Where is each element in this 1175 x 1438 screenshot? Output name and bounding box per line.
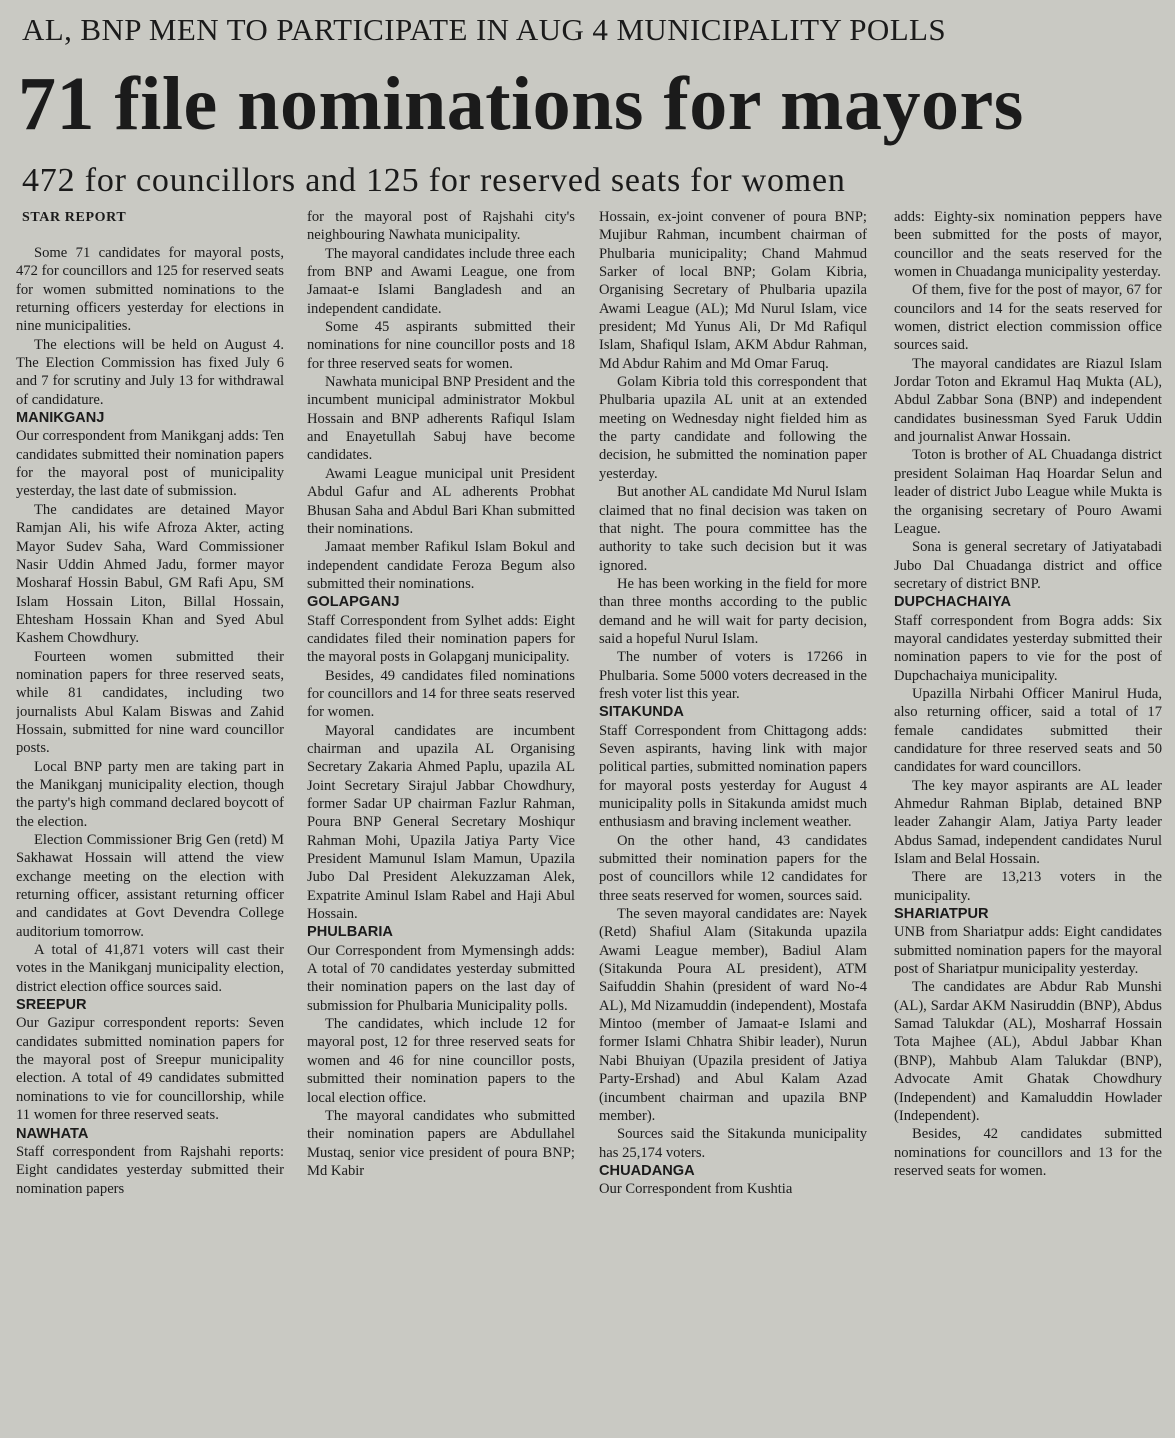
article-paragraph: But another AL candidate Md Nurul Islam claimed that no final decision was taken on that night. The poura committee has the authority to take such decision but it was ignored. — [599, 484, 867, 574]
article-paragraph: Staff Correspondent from Chittagong adds: Seven aspirants, having link with major political parties, submitted nomination papers for mayoral posts yesterday for August 4 municipality polls in Sitakunda amidst much enthusiasm and braving inclement weather. — [599, 722, 867, 831]
article-paragraph: Sources said the Sitakunda municipality has 25,174 voters. — [599, 1126, 867, 1161]
section-dateline: SITAKUNDA — [599, 704, 684, 721]
article-column-4 — [894, 208, 1162, 1434]
article-paragraph: The seven mayoral candidates are: Nayek (Retd) Shafiul Alam (Sitakunda upazila Awami League member), Badiul Alam (Sitakunda Poura AL president), ATM Saifuddin Shahin (president of ward No-4 AL), Md Nizamuddin (independent), Mostafa Mintoo (member of Jamaat-e Islami and former Islami Chhatra Shibir leader), Nurun Nabi Bhuiyan (Upazila president of Jatiya Party-Ershad) and Abul Kalam Azad (incumbent chairman and upazila BNP member). — [599, 906, 867, 1124]
article-paragraph: Fourteen women submitted their nomination papers for three reserved seats, while 81 candidates, including two journalists Abul Kalam Biswas and Zahid Hossain, submitted for nine ward councillor posts. — [16, 648, 284, 757]
article-paragraph: The elections will be held on August 4. The Election Commission has fixed July 6 and 7 for scrutiny and July 13 for withdrawal of candidature. — [16, 336, 284, 408]
article-paragraph: The key mayor aspirants are AL leader Ahmedur Rahman Biplab, detained BNP leader Zahangir Alam, Jatiya Party leader Abdus Samad, independent candidates Nurul Islam and Belal Hossain. — [894, 777, 1162, 868]
article-paragraph: Some 45 aspirants submitted their nominations for nine councillor posts and 18 for three reserved seats for women. — [307, 319, 575, 372]
article-column-1 — [16, 208, 284, 1434]
sub-headline: 472 for councillors and 125 for reserved seats for women — [22, 162, 846, 199]
article-paragraph: The candidates, which include 12 for mayoral post, 12 for three reserved seats for women and 46 for nine councillor posts, submitted their nomination papers to the local election office. — [307, 1016, 575, 1106]
article-paragraph: adds: Eighty-six nomination peppers have been submitted for the posts of mayor, councillor and the seats reserved for the women in Chuadanga municipality yesterday. — [894, 209, 1162, 281]
section-dateline: DUPCHACHAIYA — [894, 594, 1012, 611]
article-paragraph: He has been working in the field for more than three months according to the public demand and he will wait for party decision, said a hopeful Nurul Islam. — [599, 575, 867, 647]
article-paragraph: Besides, 49 candidates filed nominations for councillors and 14 for three seats reserved for women. — [307, 667, 575, 721]
section-dateline: NAWHATA — [16, 1125, 89, 1142]
article-paragraph: Toton is brother of AL Chuadanga district president Solaiman Haq Hoardar Selun and leader of district Jubo League while Mukta is the organising secretary of Pouro Awami League. — [894, 447, 1162, 537]
section-dateline: GOLAPGANJ — [307, 594, 400, 611]
article-paragraph: Election Commissioner Brig Gen (retd) M Sakhawat Hossain will attend the view exchange meeting on the election with returning officer, assistant returning officer and candidates at Govt Devendra College auditorium tomorrow. — [16, 832, 284, 940]
article-column-2 — [307, 208, 575, 1434]
article-paragraph: for the mayoral post of Rajshahi city's neighbouring Nawhata municipality. — [307, 209, 575, 244]
article-paragraph: There are 13,213 voters in the municipality. — [894, 869, 1162, 904]
article-paragraph: Besides, 42 candidates submitted nominations for councillors and 13 for the reserved seats for women. — [894, 1126, 1162, 1179]
article-paragraph: Hossain, ex-joint convener of poura BNP; Mujibur Rahman, incumbent chairman of Phulbaria municipality; Chand Mahmud Sarker of local BNP; Golam Kibria, Organising Secretary of Phulbaria upazila Awami League (AL); Md Nurul Islam, vice president; Md Yunus Ali, Dr Md Rafiqul Islam, Shafiqul Islam, AKM Abdur Rahman, Md Abdur Rahim and Md Omar Faruq. — [599, 209, 867, 372]
article-paragraph: The mayoral candidates include three each from BNP and Awami League, one from Jamaat-e Islami Bangladesh and an independent candidate. — [307, 245, 575, 317]
article-paragraph: Of them, five for the post of mayor, 67 for councilors and 14 for the seats reserved for women, district election commission office sources said. — [894, 282, 1162, 354]
article-paragraph: Staff Correspondent from Sylhet adds: Eight candidates filed their nomination papers for the mayoral posts in Golapganj municipality. — [307, 612, 575, 666]
article-paragraph: Upazilla Nirbahi Officer Manirul Huda, also returning officer, said a total of 17 female candidates submitted their candidature for three reserved seats and 50 candidates for ward councillors. — [894, 685, 1162, 776]
article-paragraph: Our Correspondent from Kushtia — [599, 1181, 793, 1198]
article-paragraph: Staff correspondent from Bogra adds: Six mayoral candidates yesterday submitted their nomination papers to vie for the post of Dupchachaiya municipality. — [894, 612, 1162, 684]
article-paragraph: Our Gazipur correspondent reports: Seven candidates submitted nomination papers for the mayoral post of Sreepur municipality election. A total of 49 candidates submitted nominations to vie for councillorship, while 11 women for three reserved seats. — [16, 1015, 284, 1124]
byline: STAR REPORT — [22, 210, 127, 225]
main-headline: 71 file nominations for mayors — [18, 62, 1024, 146]
article-paragraph: Jamaat member Rafikul Islam Bokul and independent candidate Feroza Begum also submitted their nominations. — [307, 539, 575, 592]
article-paragraph: Sona is general secretary of Jatiyatabadi Jubo Dal Chuadanga district and office secretary of district BNP. — [894, 539, 1162, 592]
article-paragraph: On the other hand, 43 candidates submitted their nomination papers for the post of councillors while 12 candidates for three seats reserved for women, sources said. — [599, 832, 867, 904]
article-paragraph: Staff correspondent from Rajshahi reports: Eight candidates yesterday submitted their nomination papers — [16, 1143, 284, 1197]
article-column-3 — [599, 208, 867, 1434]
section-dateline: SREEPUR — [16, 997, 87, 1014]
kicker-headline: AL, BNP MEN TO PARTICIPATE IN AUG 4 MUNICIPALITY POLLS — [22, 12, 947, 47]
section-dateline: CHUADANGA — [599, 1162, 695, 1179]
article-paragraph: The mayoral candidates are Riazul Islam Jordar Toton and Ekramul Haq Mukta (AL), Abdul Zabbar Sona (BNP) and independent candidates businessman Syed Faruk Uddin and journalist Anwar Hossain. — [894, 355, 1162, 446]
section-dateline: PHULBARIA — [307, 924, 393, 941]
article-paragraph: Golam Kibria told this correspondent that Phulbaria upazila AL unit at an extended meeting on Wednesday night fielded him as the party candidate and following the decision, he submitted the nomination paper yesterday. — [599, 374, 867, 482]
article-paragraph: The number of voters is 17266 in Phulbaria. Some 5000 voters decreased in the fresh voter list this year. — [599, 649, 867, 702]
article-paragraph: The mayoral candidates who submitted their nomination papers are Abdullahel Mustaq, senior vice president of poura BNP; Md Kabir — [307, 1107, 575, 1179]
article-paragraph: Mayoral candidates are incumbent chairman and upazila AL Organising Secretary Zakaria Ahmed Paplu, upazila AL Joint Secretary Sirajul Jabbar Chowdhury, former Sadar UP chairman Fazlur Rahman, Poura BNP General Secretary Moshiqur Rahman Mohi, Upazila Jatiya Party Vice President Mamunul Islam Mamun, Upazila Jubo Dal President Alekuzzaman Alek, Expatrite Aminul Islam Rabel and Haji Abul Hossain. — [307, 722, 575, 923]
article-paragraph: UNB from Shariatpur adds: Eight candidates submitted nomination papers for the mayoral post of Shariatpur municipality yesterday. — [894, 924, 1162, 978]
article-paragraph: Our Correspondent from Mymensingh adds: A total of 70 candidates yesterday submitted their nomination papers on the last day of submission for Phulbaria Municipality polls. — [307, 942, 575, 1014]
section-dateline: SHARIATPUR — [894, 906, 989, 923]
article-paragraph: A total of 41,871 voters will cast their votes in the Manikganj municipality election, district election office sources said. — [16, 942, 284, 995]
section-dateline: MANIKGANJ — [16, 410, 105, 427]
article-paragraph: The candidates are detained Mayor Ramjan Ali, his wife Afroza Akter, acting Mayor Sudev Saha, Ward Commissioner Nasir Uddin Ahmed Jadu, former mayor Mosharaf Hossin Babul, GM Rafi Apu, SM Islam Hossain Liton, Billal Hossain, Ehtesham Hossain Khan and Syed Abul Kashem Chowdhury. — [16, 501, 284, 647]
article-paragraph: Local BNP party men are taking part in the Manikganj municipality election, though the party's high command declared boycott of the election. — [16, 758, 284, 830]
article-paragraph: Our correspondent from Manikganj adds: Ten candidates submitted their nomination papers for the mayoral post of municipality yesterday, the last date of submission. — [16, 428, 284, 500]
article-paragraph: Awami League municipal unit President Abdul Gafur and AL adherents Probhat Bhusan Saha and Abdul Bari Khan submitted their nominations. — [307, 465, 575, 537]
article-paragraph: Nawhata municipal BNP President and the incumbent municipal administrator Mokbul Hossain and BNP adherents Rafiqul Islam and Enayetullah Sabuj have become candidates. — [307, 374, 575, 464]
article-paragraph: The candidates are Abdur Rab Munshi (AL), Sardar AKM Nasiruddin (BNP), Abdus Samad Talukdar (AL), Mosharraf Hossain Tota Majhee (AL), Abdul Jabbar Khan (BNP), Mahbub Alam Talukdar (BNP), Advocate Amit Ghatak Chowdhury (Independent) and Kamaluddin Howlader (Independent). — [894, 979, 1162, 1124]
article-paragraph: Some 71 candidates for mayoral posts, 472 for councillors and 125 for reserved seats for women submitted nominations to the returning officers yesterday for elections in nine municipalities. — [16, 245, 284, 335]
